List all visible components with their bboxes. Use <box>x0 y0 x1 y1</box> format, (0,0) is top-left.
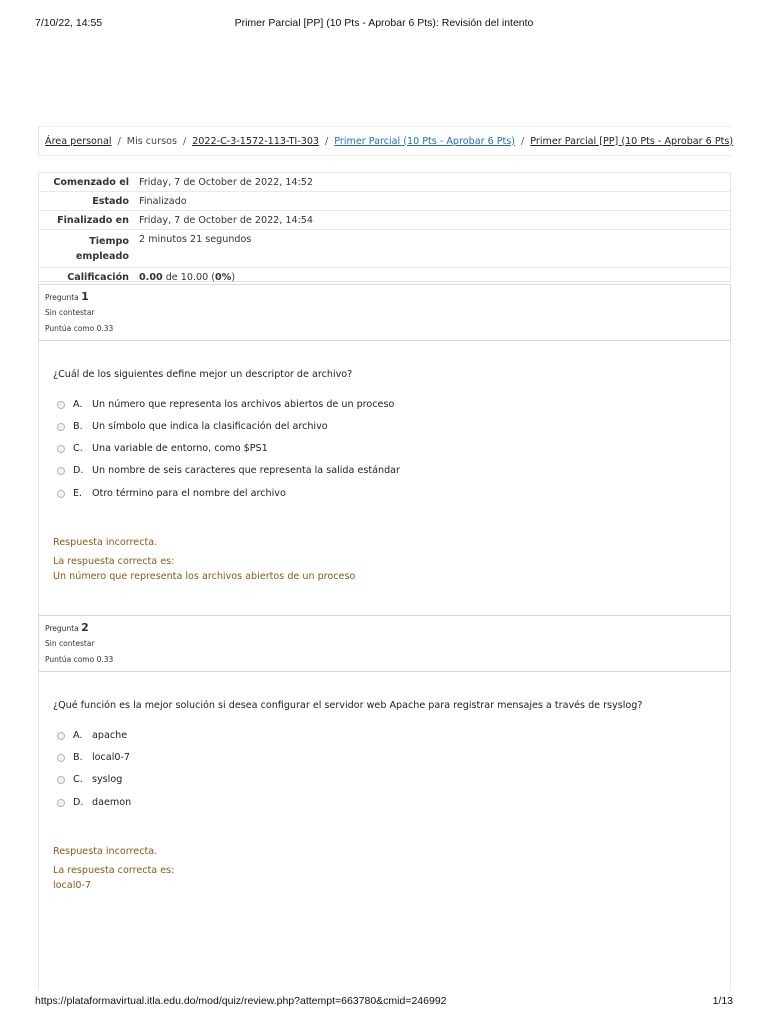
summary-row-time <box>39 230 730 268</box>
time-label <box>39 230 139 267</box>
option-text: syslog <box>92 774 123 785</box>
question-text: ¿Cuál de los siguientes define mejor un descriptor de archivo? <box>53 369 353 380</box>
option-text: Un símbolo que indica la clasificación del archivo <box>92 421 328 432</box>
finished-label: Finalizado en <box>57 215 129 226</box>
answer-option-d[interactable] <box>57 465 400 476</box>
option-text: Una variable de entorno, como $PS1 <box>92 443 268 454</box>
option-letter: D. <box>73 797 84 808</box>
answer-option-b[interactable] <box>57 752 130 763</box>
correct-answer-text: local0-7 <box>53 880 92 891</box>
correct-answer-text: Un número que representa los archivos abiertos de un proceso <box>53 571 356 582</box>
feedback-incorrect: Respuesta incorrecta. <box>53 846 158 857</box>
breadcrumb-separator: / <box>521 135 525 147</box>
question-body-2 <box>38 672 731 990</box>
print-date: 7/10/22, 14:55 <box>35 17 103 29</box>
answer-option-d[interactable] <box>57 797 131 808</box>
grade-of: de 10.00 ( <box>162 272 216 283</box>
breadcrumb-section[interactable]: Primer Parcial (10 Pts - Aprobar 6 Pts) <box>334 135 516 147</box>
question-grade: Puntúa como 0.33 <box>45 655 114 664</box>
question-text: ¿Qué función es la mejor solución si desea configurar el servidor web Apache para registrar mensajes a través de rsyslog? <box>53 700 643 711</box>
print-url: https://plataformavirtual.itla.edu.do/mod/quiz/review.php?attempt=663780&cmid=246992 <box>35 995 447 1007</box>
question-number <box>45 290 730 303</box>
summary-row-started <box>39 173 730 192</box>
question-label: Pregunta <box>45 624 79 633</box>
answer-option-e[interactable] <box>57 488 286 499</box>
time-value: 2 minutos 21 segundos <box>139 234 252 245</box>
question-number-value: 1 <box>81 290 89 303</box>
answer-option-a[interactable] <box>57 399 394 410</box>
state-label: Estado <box>92 196 129 207</box>
question-grade: Puntúa como 0.33 <box>45 324 114 333</box>
option-text: Un número que representa los archivos abiertos de un proceso <box>92 399 395 410</box>
grade-label: Calificación <box>67 272 129 283</box>
question-label: Pregunta <box>45 293 79 302</box>
breadcrumb-separator: / <box>325 135 329 147</box>
option-text: Un nombre de seis caracteres que representa la salida estándar <box>92 465 400 476</box>
breadcrumb-course[interactable]: 2022-C-3-1572-113-TI-303 <box>192 135 320 147</box>
print-header <box>0 17 768 31</box>
option-letter: C. <box>73 774 83 785</box>
question-state: Sin contestar <box>45 308 95 317</box>
option-text: daemon <box>92 797 132 808</box>
question-number-value: 2 <box>81 621 89 634</box>
correct-answer-label: La respuesta correcta es: <box>53 865 175 876</box>
radio-button[interactable] <box>57 732 65 740</box>
option-letter: D. <box>73 465 84 476</box>
radio-button[interactable] <box>57 445 65 453</box>
breadcrumb-quiz[interactable]: Primer Parcial [PP] (10 Pts - Aprobar 6 Pts) <box>530 135 734 147</box>
breadcrumb-area-personal[interactable]: Área personal <box>45 135 112 147</box>
option-letter: A. <box>73 730 83 741</box>
answer-option-a[interactable] <box>57 730 127 741</box>
attempt-summary-table <box>38 172 731 282</box>
radio-button[interactable] <box>57 401 65 409</box>
option-letter: E. <box>73 488 83 499</box>
print-footer <box>0 995 768 1009</box>
radio-button[interactable] <box>57 776 65 784</box>
option-text: local0-7 <box>92 752 131 763</box>
state-value: Finalizado <box>139 196 187 207</box>
time-label-line2: empleado <box>75 251 129 262</box>
grade-score: 0.00 <box>139 272 163 283</box>
answer-option-c[interactable] <box>57 774 122 785</box>
started-label: Comenzado el <box>53 177 129 188</box>
question-info-2 <box>38 615 731 672</box>
radio-button[interactable] <box>57 467 65 475</box>
breadcrumb-separator: / <box>182 135 187 147</box>
option-letter: B. <box>73 752 83 763</box>
option-letter: C. <box>73 443 83 454</box>
breadcrumb <box>38 126 734 156</box>
question-number <box>45 621 730 634</box>
question-info-1 <box>38 284 731 341</box>
question-body-1 <box>38 341 731 615</box>
radio-button[interactable] <box>57 423 65 431</box>
answer-option-b[interactable] <box>57 421 328 432</box>
option-text: apache <box>92 730 128 741</box>
radio-button[interactable] <box>57 799 65 807</box>
summary-row-finished <box>39 211 730 230</box>
finished-value: Friday, 7 de October de 2022, 14:54 <box>139 215 314 226</box>
option-text: Otro término para el nombre del archivo <box>92 488 286 499</box>
answer-option-c[interactable] <box>57 443 268 454</box>
feedback-incorrect: Respuesta incorrecta. <box>53 537 158 548</box>
breadcrumb-separator: / <box>117 135 121 147</box>
option-letter: A. <box>73 399 83 410</box>
radio-button[interactable] <box>57 754 65 762</box>
grade-close: ) <box>231 272 236 283</box>
breadcrumb-mis-cursos: Mis cursos <box>126 135 177 147</box>
page-number: 1/13 <box>712 995 733 1007</box>
started-value: Friday, 7 de October de 2022, 14:52 <box>139 177 314 188</box>
option-letter: B. <box>73 421 83 432</box>
time-label-line1: Tiempo <box>89 236 129 247</box>
grade-percent: 0% <box>215 272 232 283</box>
print-title: Primer Parcial [PP] (10 Pts - Aprobar 6 Pts): Revisión del intento <box>234 17 534 29</box>
radio-button[interactable] <box>57 490 65 498</box>
question-state: Sin contestar <box>45 639 95 648</box>
correct-answer-label: La respuesta correcta es: <box>53 556 175 567</box>
summary-row-state <box>39 192 730 211</box>
